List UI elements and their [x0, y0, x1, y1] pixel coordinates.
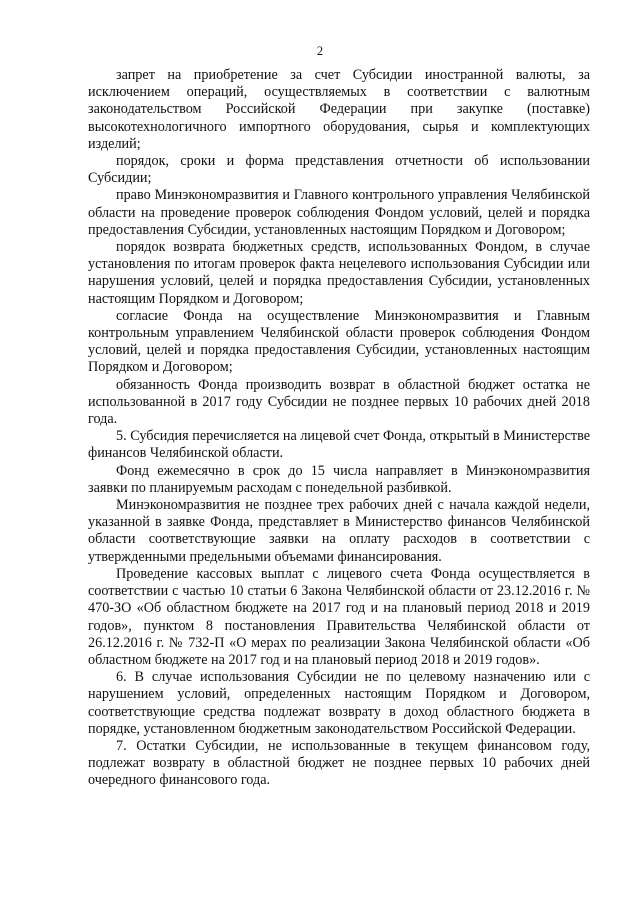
paragraph-return-obligation: обязанность Фонда производить возврат в областной бюджет остатка не использованной в 2017 году Субсидии не позднее первых 10 рабочих дней 2018 года. [88, 376, 590, 428]
paragraph-item-6: 6. В случае использования Субсидии не по целевому назначению или с нарушением условий, определенных настоящим Порядком и Договором, соответствующие средства подлежат возврату в доход областного бюджета в порядке, установленном бюджетным законодательством Российской Федерации. [88, 669, 590, 737]
paragraph-item-7: 7. Остатки Субсидии, не использованные в текущем финансовом году, подлежат возврату в областной бюджет не позднее первых 10 рабочих дней очередного финансового года. [88, 737, 590, 789]
paragraph-inspection-right: право Минэкономразвития и Главного контрольного управления Челябинской области на проведение проверок соблюдения Фондом условий, целей и порядка предоставления Субсидии, установленных настоящим Порядком и Договором; [88, 187, 590, 238]
paragraph-currency-ban: запрет на приобретение за счет Субсидии иностранной валюты, за исключением операций, осуществляемых в соответствии с валютным законодательством Российской Федерации при закупке (поставке) высокотехнологичного импортного оборудования, сырья и комплектующих изделий; [88, 67, 590, 152]
page-number: 2 [316, 44, 324, 58]
paragraph-monthly-requests: Фонд ежемесячно в срок до 15 числа направляет в Минэкономразвития заявки по планируемым расходам с понедельной разбивкой. [88, 462, 590, 496]
paragraph-weekly-requests: Минэкономразвития не позднее трех рабочих дней с начала каждой недели, указанной в заявке Фонда, представляет в Министерство финансов Челябинской области соответствующие заявки на оплату расходов в соответствии с утвержденными предельными объемами финансирования. [88, 497, 590, 565]
paragraph-item-5: 5. Субсидия перечисляется на лицевой счет Фонда, открытый в Министерстве финансов Челябинской области. [88, 428, 590, 462]
document-body [88, 67, 590, 790]
paragraph-fund-consent: согласие Фонда на осуществление Минэкономразвития и Главным контрольным управлением Челябинской области проверок соблюдения Фондом условий, целей и порядка предоставления Субсидии, установленных настоящим Порядком и Договором; [88, 307, 590, 376]
paragraph-reporting: порядок, сроки и форма представления отчетности об использовании Субсидии; [88, 153, 590, 187]
paragraph-refund-procedure: порядок возврата бюджетных средств, использованных Фондом, в случае установления по итогам проверок факта нецелевого использования Субсидии или нарушения условий, целей и порядка предоставления Субсидии, установленных настоящим Порядком и Договором; [88, 239, 590, 307]
paragraph-cash-payments: Проведение кассовых выплат с лицевого счета Фонда осуществляется в соответствии с частью 10 статьи 6 Закона Челябинской области от 23.12.2016 г. № 470-ЗО «Об областном бюджете на 2017 год и на плановый период 2018 и 2019 годов», пунктом 8 постановления Правительства Челябинской области от 26.12.2016 г. № 732-П «О мерах по реализации Закона Челябинской области «Об областном бюджете на 2017 год и на плановый период 2018 и 2019 годов». [88, 565, 590, 668]
